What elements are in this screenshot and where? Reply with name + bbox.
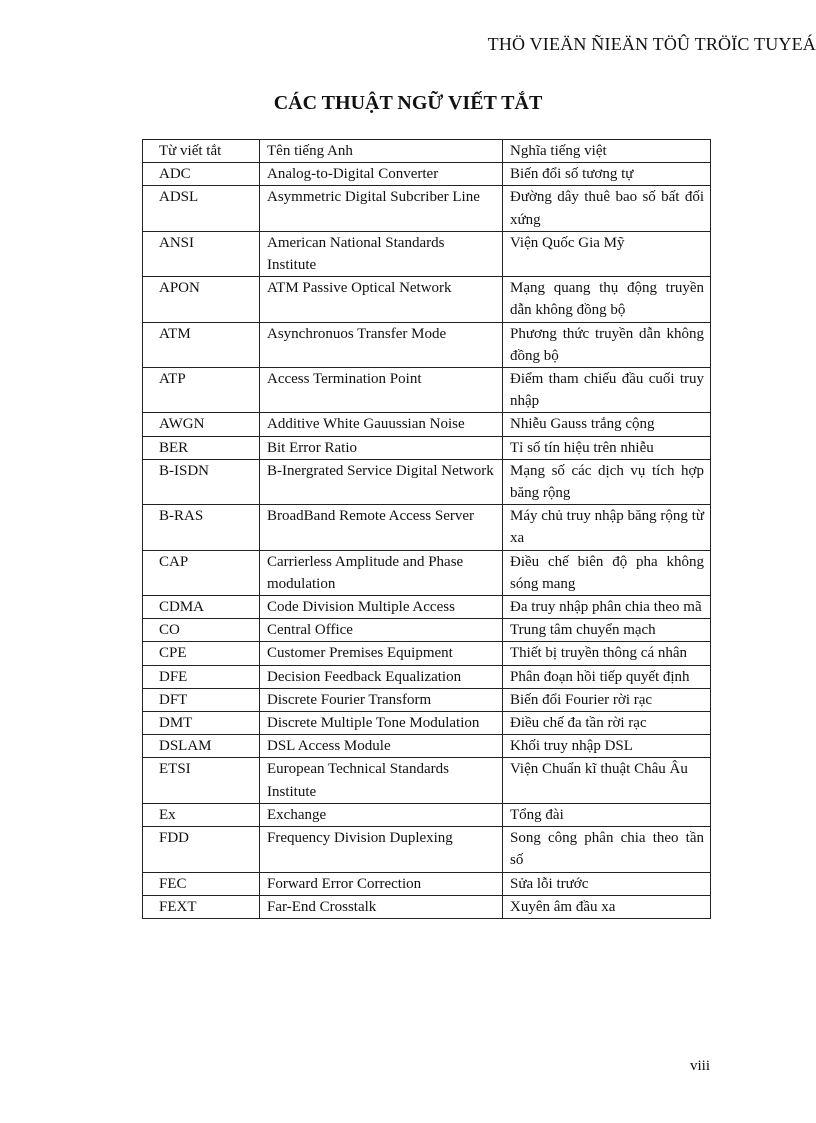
abbreviation-cell: ATP [143, 368, 260, 413]
table-row [143, 322, 711, 367]
vietnamese-meaning-cell: Phân đoạn hồi tiếp quyết định [503, 665, 711, 688]
abbreviation-cell: Ex [143, 803, 260, 826]
english-name-cell: Forward Error Correction [260, 872, 503, 895]
english-name-cell: Customer Premises Equipment [260, 642, 503, 665]
abbreviation-cell: DFT [143, 688, 260, 711]
table-row [143, 413, 711, 436]
table-header-row [143, 140, 711, 163]
header-abbreviation: Từ viết tắt [143, 140, 260, 163]
vietnamese-meaning-cell: Phương thức truyền dẫn không đồng bộ [503, 322, 711, 367]
english-name-cell: Asynchronuos Transfer Mode [260, 322, 503, 367]
abbreviation-cell: ADC [143, 163, 260, 186]
abbreviation-cell: AWGN [143, 413, 260, 436]
english-name-cell: B-Inergrated Service Digital Network [260, 459, 503, 504]
vietnamese-meaning-cell: Trung tâm chuyển mạch [503, 619, 711, 642]
english-name-cell: Exchange [260, 803, 503, 826]
abbreviation-cell: CAP [143, 550, 260, 595]
vietnamese-meaning-cell: Mạng quang thụ động truyền dẫn không đồng bộ [503, 277, 711, 322]
table-row [143, 459, 711, 504]
table-row [143, 688, 711, 711]
table-row [143, 368, 711, 413]
vietnamese-meaning-cell: Đa truy nhập phân chia theo mã [503, 596, 711, 619]
page-number: viii [689, 1058, 710, 1074]
vietnamese-meaning-cell: Viện Chuẩn kĩ thuật Châu Âu [503, 758, 711, 803]
table-row [143, 231, 711, 276]
abbreviation-cell: FEXT [143, 895, 260, 918]
table-row [143, 803, 711, 826]
table-row [143, 186, 711, 231]
abbreviation-cell: BER [143, 436, 260, 459]
vietnamese-meaning-cell: Biến đổi Fourier rời rạc [503, 688, 711, 711]
english-name-cell: Central Office [260, 619, 503, 642]
abbreviation-cell: FEC [143, 872, 260, 895]
table-row [143, 277, 711, 322]
abbreviation-cell: ADSL [143, 186, 260, 231]
vietnamese-meaning-cell: Nhiễu Gauss trắng cộng [503, 413, 711, 436]
table-row [143, 642, 711, 665]
table-row [143, 550, 711, 595]
english-name-cell: Frequency Division Duplexing [260, 827, 503, 872]
abbreviation-cell: ATM [143, 322, 260, 367]
page-title: CÁC THUẬT NGỮ VIẾT TẮT [273, 92, 543, 114]
vietnamese-meaning-cell: Điều chế biên độ pha không sóng mang [503, 550, 711, 595]
table-row [143, 712, 711, 735]
header-english-name: Tên tiếng Anh [260, 140, 503, 163]
table-row [143, 872, 711, 895]
english-name-cell: Access Termination Point [260, 368, 503, 413]
vietnamese-meaning-cell: Biến đổi số tương tự [503, 163, 711, 186]
table-row [143, 619, 711, 642]
vietnamese-meaning-cell: Tổng đài [503, 803, 711, 826]
abbreviation-cell: FDD [143, 827, 260, 872]
table-row [143, 827, 711, 872]
vietnamese-meaning-cell: Xuyên âm đầu xa [503, 895, 711, 918]
abbreviation-table [142, 139, 711, 919]
abbreviation-cell: CDMA [143, 596, 260, 619]
table-row [143, 505, 711, 550]
vietnamese-meaning-cell: Điều chế đa tần rời rạc [503, 712, 711, 735]
vietnamese-meaning-cell: Đường dây thuê bao số bất đối xứng [503, 186, 711, 231]
abbreviation-cell: B-ISDN [143, 459, 260, 504]
english-name-cell: BroadBand Remote Access Server [260, 505, 503, 550]
abbreviation-cell: CO [143, 619, 260, 642]
english-name-cell: Discrete Multiple Tone Modulation [260, 712, 503, 735]
table-row [143, 665, 711, 688]
header-vietnamese-meaning: Nghĩa tiếng việt [503, 140, 711, 163]
vietnamese-meaning-cell: Viện Quốc Gia Mỹ [503, 231, 711, 276]
abbreviation-cell: APON [143, 277, 260, 322]
table-row [143, 895, 711, 918]
vietnamese-meaning-cell: Thiết bị truyền thông cá nhân [503, 642, 711, 665]
vietnamese-meaning-cell: Mạng số các dịch vụ tích hợp băng rộng [503, 459, 711, 504]
vietnamese-meaning-cell: Điểm tham chiếu đầu cuối truy nhập [503, 368, 711, 413]
vietnamese-meaning-cell: Song công phân chia theo tần số [503, 827, 711, 872]
table-row [143, 758, 711, 803]
table-row [143, 596, 711, 619]
table-row [143, 735, 711, 758]
table-row [143, 163, 711, 186]
english-name-cell: ATM Passive Optical Network [260, 277, 503, 322]
english-name-cell: Decision Feedback Equalization [260, 665, 503, 688]
abbreviation-cell: DFE [143, 665, 260, 688]
vietnamese-meaning-cell: Máy chủ truy nhập băng rộng từ xa [503, 505, 711, 550]
english-name-cell: Discrete Fourier Transform [260, 688, 503, 711]
table-row [143, 436, 711, 459]
abbreviation-table-body [143, 140, 711, 919]
abbreviation-cell: ETSI [143, 758, 260, 803]
english-name-cell: Asymmetric Digital Subcriber Line [260, 186, 503, 231]
english-name-cell: American National Standards Institute [260, 231, 503, 276]
vietnamese-meaning-cell: Khối truy nhập DSL [503, 735, 711, 758]
english-name-cell: Analog-to-Digital Converter [260, 163, 503, 186]
english-name-cell: European Technical Standards Institute [260, 758, 503, 803]
english-name-cell: Far-End Crosstalk [260, 895, 503, 918]
abbreviation-cell: B-RAS [143, 505, 260, 550]
english-name-cell: Code Division Multiple Access [260, 596, 503, 619]
abbreviation-cell: DSLAM [143, 735, 260, 758]
abbreviation-cell: ANSI [143, 231, 260, 276]
english-name-cell: DSL Access Module [260, 735, 503, 758]
vietnamese-meaning-cell: Sửa lỗi trước [503, 872, 711, 895]
abbreviation-cell: DMT [143, 712, 260, 735]
english-name-cell: Bit Error Ratio [260, 436, 503, 459]
vietnamese-meaning-cell: Tỉ số tín hiệu trên nhiễu [503, 436, 711, 459]
abbreviation-cell: CPE [143, 642, 260, 665]
english-name-cell: Additive White Gauussian Noise [260, 413, 503, 436]
library-header: THÖ VIEÄN ÑIEÄN TÖÛ TRÖÏC TUYEÁ [487, 34, 816, 54]
english-name-cell: Carrierless Amplitude and Phase modulation [260, 550, 503, 595]
